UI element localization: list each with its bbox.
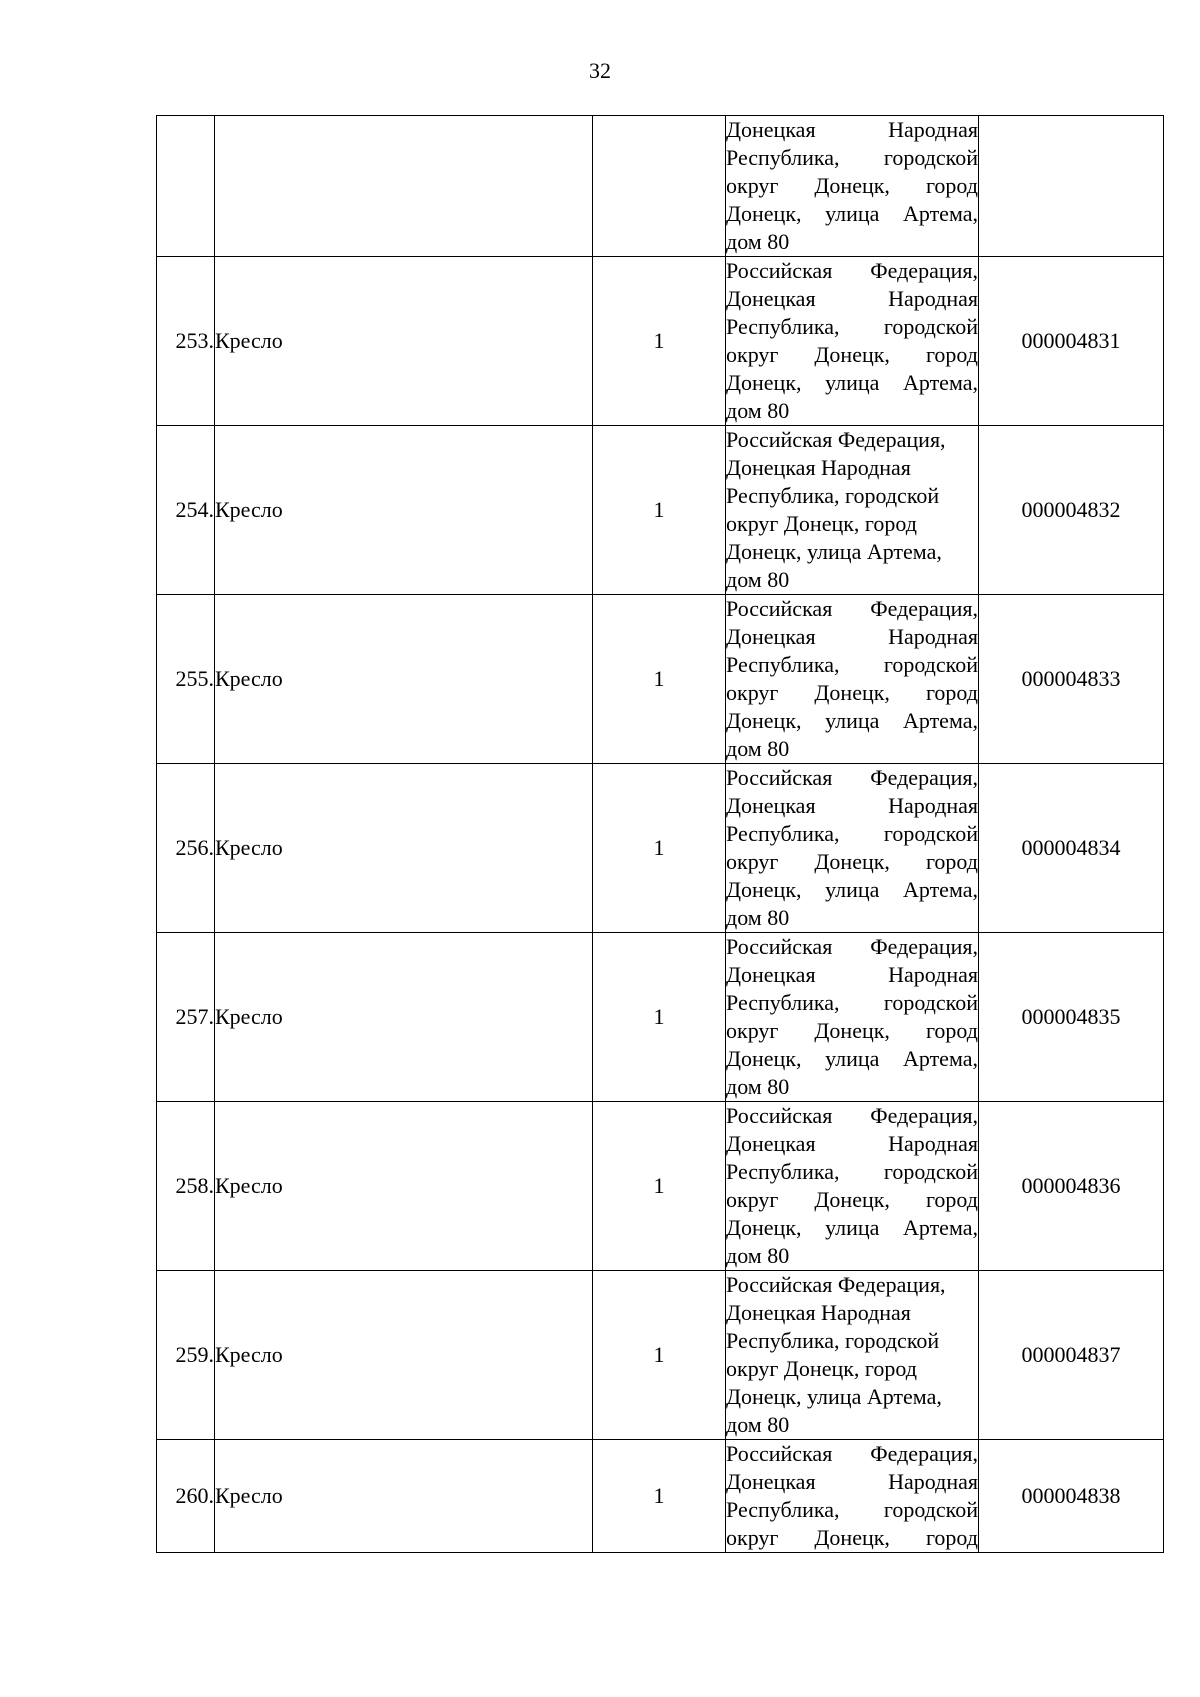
address-word: город (925, 173, 978, 198)
address-cell (726, 1440, 979, 1553)
address-word: город (925, 1018, 978, 1043)
address-line (726, 285, 978, 313)
row-number-cell: 258. (157, 1102, 215, 1271)
address-word: Республика, (726, 1497, 840, 1522)
row-number-cell: 257. (157, 933, 215, 1102)
address-word: городской (883, 1159, 978, 1184)
address-line (726, 341, 978, 369)
address-line (726, 651, 978, 679)
address-word: Российская (726, 934, 833, 959)
address-line (726, 454, 978, 482)
address-word: Донецк, (814, 1525, 890, 1550)
address-word: округ (726, 173, 779, 198)
address-word: Народная (888, 117, 978, 142)
address-word: Артема, (902, 708, 978, 733)
address-line (726, 257, 978, 285)
address-word: Донецкая (726, 1469, 816, 1494)
address-line (726, 1271, 978, 1299)
inventory-number-cell: 000004837 (979, 1271, 1164, 1440)
address-word: Донецк, (814, 342, 890, 367)
address-word: округ Донецк, город (726, 511, 917, 536)
address-word: Артема, (902, 201, 978, 226)
address-cell (726, 933, 979, 1102)
address-line (726, 820, 978, 848)
address-line (726, 566, 978, 594)
item-name-cell: Кресло (215, 257, 593, 426)
table-row (157, 257, 1164, 426)
address-word: Артема, (902, 1046, 978, 1071)
address-line (726, 1017, 978, 1045)
address-line (726, 904, 978, 932)
address-word: Донецк, (814, 680, 890, 705)
address-line (726, 228, 978, 256)
item-name-cell: Кресло (215, 1440, 593, 1553)
inventory-number-cell: 000004838 (979, 1440, 1164, 1553)
address-line (726, 538, 978, 566)
table-row (157, 116, 1164, 257)
address-line (726, 1383, 978, 1411)
address-line (726, 1355, 978, 1383)
address-word: Федерация, (870, 258, 978, 283)
address-word: Артема, (902, 877, 978, 902)
address-word: Донецк, улица Артема, (726, 1384, 942, 1409)
address-line (726, 1158, 978, 1186)
address-word: Республика, (726, 1159, 840, 1184)
address-word: Федерация, (870, 934, 978, 959)
address-word: Донецк, (814, 849, 890, 874)
address-line (726, 1130, 978, 1158)
address-word: городской (883, 314, 978, 339)
address-word: Донецк, (814, 173, 890, 198)
address-word: Республика, городской (726, 1328, 940, 1353)
address-line (726, 735, 978, 763)
address-line (726, 595, 978, 623)
address-line (726, 200, 978, 228)
address-word: Донецк, (814, 1018, 890, 1043)
address-word: Народная (888, 1131, 978, 1156)
quantity-cell: 1 (593, 933, 726, 1102)
address-word: Донецкая (726, 286, 816, 311)
address-line (726, 1045, 978, 1073)
table-row (157, 764, 1164, 933)
inventory-number-cell: 000004833 (979, 595, 1164, 764)
address-word: Донецкая (726, 1131, 816, 1156)
address-line (726, 1440, 978, 1468)
address-word: Российская (726, 258, 833, 283)
address-word: улица (825, 201, 880, 226)
address-word: Артема, (902, 370, 978, 395)
address-word: округ (726, 680, 779, 705)
address-word: городской (883, 145, 978, 170)
address-line (726, 482, 978, 510)
address-cell (726, 1271, 979, 1440)
inventory-table (156, 115, 1164, 1553)
address-word: городской (883, 1497, 978, 1522)
quantity-cell (593, 116, 726, 257)
quantity-cell: 1 (593, 764, 726, 933)
item-name-cell: Кресло (215, 764, 593, 933)
address-word: Артема, (902, 1215, 978, 1240)
row-number-cell: 259. (157, 1271, 215, 1440)
address-word: Федерация, (870, 765, 978, 790)
address-word: Народная (888, 624, 978, 649)
address-word: дом 80 (726, 905, 790, 930)
address-word: Российская (726, 765, 833, 790)
address-word: город (925, 849, 978, 874)
address-word: улица (825, 1215, 880, 1240)
address-word: Российская Федерация, (726, 1272, 946, 1297)
address-line (726, 989, 978, 1017)
address-word: дом 80 (726, 1412, 790, 1437)
row-number-cell: 260. (157, 1440, 215, 1553)
address-word: Донецк, (726, 201, 802, 226)
address-cell (726, 426, 979, 595)
quantity-cell: 1 (593, 1102, 726, 1271)
address-word: дом 80 (726, 1074, 790, 1099)
address-line (726, 623, 978, 651)
inventory-number-cell: 000004836 (979, 1102, 1164, 1271)
item-name-cell: Кресло (215, 1102, 593, 1271)
address-word: Донецк, улица Артема, (726, 539, 942, 564)
address-line (726, 172, 978, 200)
address-line (726, 1242, 978, 1270)
address-cell (726, 1102, 979, 1271)
address-word: Донецкая (726, 793, 816, 818)
address-word: Российская (726, 1103, 833, 1128)
address-cell (726, 764, 979, 933)
address-word: Донецк, (726, 877, 802, 902)
address-word: дом 80 (726, 398, 790, 423)
address-word: Донецк, (726, 370, 802, 395)
address-word: Российская Федерация, (726, 427, 946, 452)
address-word: Донецк, (726, 1046, 802, 1071)
address-word: Российская (726, 1441, 833, 1466)
address-word: Донецкая (726, 962, 816, 987)
address-line (726, 1327, 978, 1355)
address-word: дом 80 (726, 1243, 790, 1268)
address-cell (726, 116, 979, 257)
address-word: улица (825, 1046, 880, 1071)
item-name-cell: Кресло (215, 426, 593, 595)
item-name-cell: Кресло (215, 933, 593, 1102)
address-word: Донецкая Народная (726, 455, 911, 480)
address-word: округ (726, 1187, 779, 1212)
address-word: округ (726, 849, 779, 874)
address-line (726, 1102, 978, 1130)
inventory-number-cell: 000004832 (979, 426, 1164, 595)
item-name-cell: Кресло (215, 1271, 593, 1440)
address-line (726, 144, 978, 172)
address-word: Республика, (726, 990, 840, 1015)
address-word: Народная (888, 286, 978, 311)
address-word: городской (883, 990, 978, 1015)
address-line (726, 510, 978, 538)
quantity-cell: 1 (593, 257, 726, 426)
address-word: Республика, (726, 145, 840, 170)
address-line (726, 876, 978, 904)
address-word: Донецкая Народная (726, 1300, 911, 1325)
address-line (726, 1468, 978, 1496)
address-line (726, 1214, 978, 1242)
address-word: округ (726, 1525, 779, 1550)
address-line (726, 426, 978, 454)
address-line (726, 1524, 978, 1552)
address-word: Народная (888, 1469, 978, 1494)
address-word: Народная (888, 793, 978, 818)
address-word: Федерация, (870, 1441, 978, 1466)
address-line (726, 397, 978, 425)
address-word: городской (883, 652, 978, 677)
address-word: Республика, (726, 314, 840, 339)
address-cell (726, 257, 979, 426)
address-word: Федерация, (870, 596, 978, 621)
address-word: Федерация, (870, 1103, 978, 1128)
item-name-cell (215, 116, 593, 257)
row-number-cell (157, 116, 215, 257)
address-word: Народная (888, 962, 978, 987)
address-word: Республика, городской (726, 483, 940, 508)
address-word: город (925, 1525, 978, 1550)
address-line (726, 848, 978, 876)
quantity-cell: 1 (593, 426, 726, 595)
address-line (726, 961, 978, 989)
table-row (157, 1271, 1164, 1440)
table-row (157, 595, 1164, 764)
address-line (726, 707, 978, 735)
address-word: Донецк, (726, 1215, 802, 1240)
table-row (157, 1102, 1164, 1271)
item-name-cell: Кресло (215, 595, 593, 764)
address-line (726, 116, 978, 144)
address-word: Российская (726, 596, 833, 621)
address-word: дом 80 (726, 736, 790, 761)
row-number-cell: 254. (157, 426, 215, 595)
address-line (726, 313, 978, 341)
address-word: Республика, (726, 821, 840, 846)
inventory-table-body (157, 116, 1164, 1553)
address-word: округ (726, 1018, 779, 1043)
address-word: округ Донецк, город (726, 1356, 917, 1381)
quantity-cell: 1 (593, 595, 726, 764)
row-number-cell: 256. (157, 764, 215, 933)
address-word: округ (726, 342, 779, 367)
address-word: Донецкая (726, 624, 816, 649)
address-word: Донецкая (726, 117, 816, 142)
address-word: Донецк, (814, 1187, 890, 1212)
address-cell (726, 595, 979, 764)
address-word: город (925, 680, 978, 705)
address-line (726, 1186, 978, 1214)
inventory-number-cell: 000004835 (979, 933, 1164, 1102)
inventory-number-cell: 000004831 (979, 257, 1164, 426)
inventory-number-cell: 000004834 (979, 764, 1164, 933)
table-row (157, 933, 1164, 1102)
address-line (726, 1411, 978, 1439)
address-line (726, 933, 978, 961)
address-word: городской (883, 821, 978, 846)
address-word: дом 80 (726, 567, 790, 592)
page-number: 32 (589, 58, 611, 83)
address-line (726, 764, 978, 792)
address-line (726, 1299, 978, 1327)
address-word: улица (825, 708, 880, 733)
address-line (726, 369, 978, 397)
address-word: город (925, 342, 978, 367)
quantity-cell: 1 (593, 1271, 726, 1440)
address-line (726, 1496, 978, 1524)
address-line (726, 679, 978, 707)
address-word: город (925, 1187, 978, 1212)
table-row (157, 426, 1164, 595)
row-number-cell: 255. (157, 595, 215, 764)
address-word: дом 80 (726, 229, 790, 254)
address-line (726, 792, 978, 820)
row-number-cell: 253. (157, 257, 215, 426)
address-word: Республика, (726, 652, 840, 677)
address-line (726, 1073, 978, 1101)
address-word: Донецк, (726, 708, 802, 733)
address-word: улица (825, 877, 880, 902)
inventory-number-cell (979, 116, 1164, 257)
quantity-cell: 1 (593, 1440, 726, 1553)
address-word: улица (825, 370, 880, 395)
table-row (157, 1440, 1164, 1553)
